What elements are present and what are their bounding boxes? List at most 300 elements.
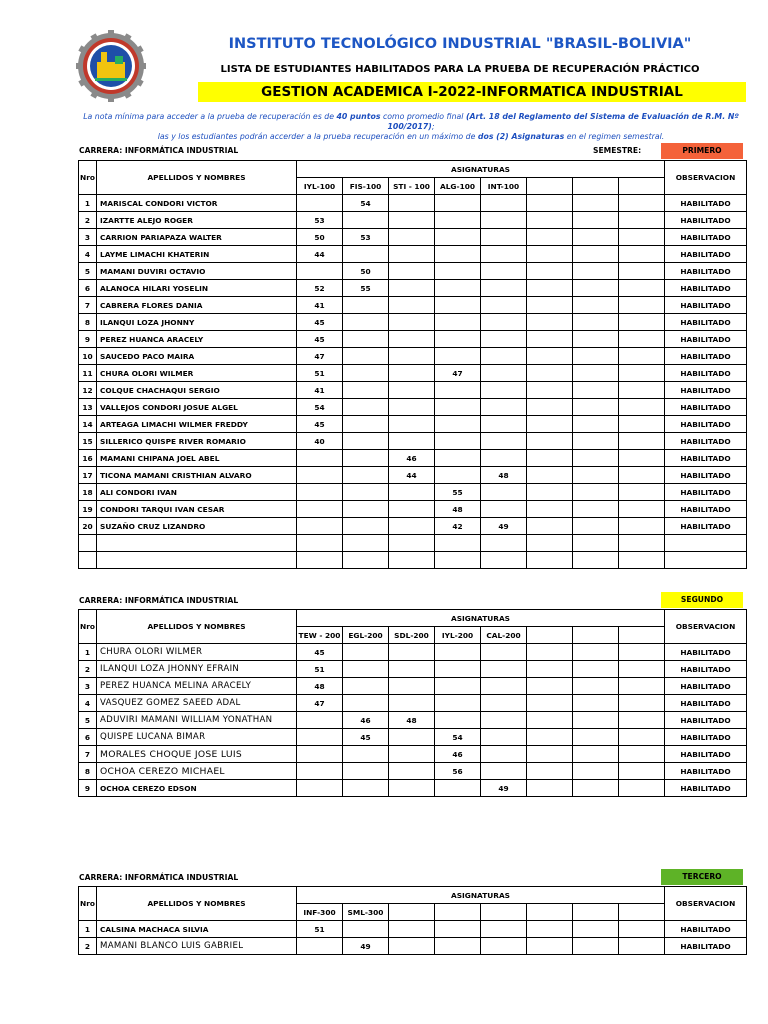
grade-cell <box>435 661 481 678</box>
grade-cell <box>343 314 389 331</box>
subjects-header: ASIGNATURAS <box>297 887 665 904</box>
grade-cell <box>619 297 665 314</box>
grade-cell <box>527 263 573 280</box>
grade-cell <box>389 661 435 678</box>
grade-cell <box>481 921 527 938</box>
grade-cell <box>435 416 481 433</box>
grade-cell <box>297 518 343 535</box>
grade-cell <box>435 780 481 797</box>
empty-cell <box>97 535 297 552</box>
subject-code-header: INF-300 <box>297 904 343 921</box>
grade-cell <box>389 365 435 382</box>
grade-cell <box>481 644 527 661</box>
grade-cell <box>481 763 527 780</box>
grade-cell <box>527 314 573 331</box>
student-name: ALANOCA HILARI YOSELIN <box>97 280 297 297</box>
grade-cell <box>573 763 619 780</box>
grade-cell <box>389 195 435 212</box>
row-number: 15 <box>79 433 97 450</box>
grade-cell <box>619 695 665 712</box>
grade-cell <box>297 938 343 955</box>
grade-cell <box>297 501 343 518</box>
grade-cell <box>343 433 389 450</box>
grade-cell <box>527 365 573 382</box>
grade-cell <box>343 467 389 484</box>
grade-cell <box>481 314 527 331</box>
nro-header: Nro <box>79 887 97 921</box>
student-name: PEREZ HUANCA ARACELY <box>97 331 297 348</box>
student-name: SUZAÑO CRUZ LIZANDRO <box>97 518 297 535</box>
status-cell: HABILITADO <box>665 433 747 450</box>
row-number: 7 <box>79 746 97 763</box>
grade-cell <box>389 644 435 661</box>
grade-cell <box>343 331 389 348</box>
grade-cell <box>343 644 389 661</box>
grade-cell <box>389 501 435 518</box>
student-name: OCHOA CEREZO MICHAEL <box>97 763 297 780</box>
students-table-segundo <box>78 609 747 797</box>
empty-cell <box>665 552 747 569</box>
row-number: 5 <box>79 712 97 729</box>
grade-cell <box>481 382 527 399</box>
semester-badge-primero: PRIMERO <box>661 143 743 159</box>
grade-cell <box>573 331 619 348</box>
grade-cell <box>481 450 527 467</box>
row-number: 1 <box>79 195 97 212</box>
student-name: ADUVIRI MAMANI WILLIAM YONATHAN <box>97 712 297 729</box>
student-name: TICONA MAMANI CRISTHIAN ALVARO <box>97 467 297 484</box>
grade-cell <box>435 938 481 955</box>
grade-cell: 55 <box>435 484 481 501</box>
row-number: 10 <box>79 348 97 365</box>
student-name: IZARTTE ALEJO ROGER <box>97 212 297 229</box>
subject-code-header: ALG-100 <box>435 178 481 195</box>
grade-cell: 53 <box>297 212 343 229</box>
grade-cell <box>389 280 435 297</box>
empty-cell <box>573 552 619 569</box>
note-min-score: 40 puntos <box>336 112 381 121</box>
grade-cell <box>573 678 619 695</box>
grade-cell <box>573 518 619 535</box>
grade-cell <box>297 263 343 280</box>
observation-header: OBSERVACION <box>665 161 747 195</box>
grade-cell <box>573 365 619 382</box>
grade-cell <box>481 399 527 416</box>
subject-code-header <box>481 904 527 921</box>
table-row <box>79 518 747 535</box>
status-cell: HABILITADO <box>665 678 747 695</box>
students-table-primero <box>78 160 747 569</box>
grade-cell <box>435 399 481 416</box>
grade-cell <box>573 433 619 450</box>
grade-cell <box>343 212 389 229</box>
grade-cell <box>343 416 389 433</box>
table-row <box>79 314 747 331</box>
grade-cell: 45 <box>297 644 343 661</box>
grade-cell <box>481 416 527 433</box>
grade-cell <box>389 938 435 955</box>
subject-code-header: IYL-100 <box>297 178 343 195</box>
grade-cell <box>435 433 481 450</box>
grade-cell: 48 <box>297 678 343 695</box>
table-row <box>79 365 747 382</box>
grade-cell <box>343 921 389 938</box>
grade-cell: 54 <box>343 195 389 212</box>
grade-cell <box>619 780 665 797</box>
student-name: CHURA OLORI WILMER <box>97 365 297 382</box>
grade-cell <box>573 263 619 280</box>
grade-cell <box>481 746 527 763</box>
carrera-label: CARRERA: INFORMÁTICA INDUSTRIAL <box>79 596 239 605</box>
row-number: 13 <box>79 399 97 416</box>
grade-cell <box>435 921 481 938</box>
grade-cell <box>343 518 389 535</box>
grade-cell <box>343 399 389 416</box>
table-row <box>79 763 747 780</box>
grade-cell <box>619 348 665 365</box>
grade-cell <box>619 501 665 518</box>
empty-cell <box>435 535 481 552</box>
grade-cell: 45 <box>297 314 343 331</box>
grade-cell: 53 <box>343 229 389 246</box>
grade-cell <box>389 382 435 399</box>
grade-cell <box>389 518 435 535</box>
subject-code-header: SDL-200 <box>389 627 435 644</box>
row-number: 8 <box>79 314 97 331</box>
grade-cell <box>435 644 481 661</box>
grade-cell <box>527 712 573 729</box>
empty-cell <box>389 552 435 569</box>
status-cell: HABILITADO <box>665 212 747 229</box>
note-text: ; <box>431 122 435 131</box>
grade-cell <box>619 433 665 450</box>
names-header: APELLIDOS Y NOMBRES <box>97 610 297 644</box>
empty-cell <box>389 535 435 552</box>
grade-cell <box>389 229 435 246</box>
empty-cell <box>435 552 481 569</box>
grade-cell <box>527 678 573 695</box>
table-row <box>79 280 747 297</box>
status-cell: HABILITADO <box>665 746 747 763</box>
grade-cell <box>619 467 665 484</box>
row-number: 12 <box>79 382 97 399</box>
grade-cell <box>573 314 619 331</box>
row-number: 18 <box>79 484 97 501</box>
row-number: 17 <box>79 467 97 484</box>
empty-cell <box>481 535 527 552</box>
grade-cell <box>619 921 665 938</box>
table-row <box>79 246 747 263</box>
status-cell: HABILITADO <box>665 229 747 246</box>
table-row <box>79 678 747 695</box>
grade-cell <box>481 280 527 297</box>
observation-header: OBSERVACION <box>665 610 747 644</box>
grade-cell <box>619 280 665 297</box>
status-cell: HABILITADO <box>665 729 747 746</box>
table-row <box>79 331 747 348</box>
grade-cell <box>481 661 527 678</box>
grade-cell <box>619 644 665 661</box>
grade-cell <box>527 644 573 661</box>
row-number: 2 <box>79 938 97 955</box>
grade-cell <box>527 331 573 348</box>
grade-cell <box>435 331 481 348</box>
subject-code-header <box>527 904 573 921</box>
grade-cell: 47 <box>297 695 343 712</box>
row-number: 7 <box>79 297 97 314</box>
grade-cell <box>573 399 619 416</box>
student-name: SAUCEDO PACO MAIRA <box>97 348 297 365</box>
grade-cell <box>527 746 573 763</box>
table-row <box>79 348 747 365</box>
grade-cell <box>389 433 435 450</box>
table-row <box>79 433 747 450</box>
table-row <box>79 695 747 712</box>
empty-cell <box>619 535 665 552</box>
nro-header: Nro <box>79 610 97 644</box>
student-name: MAMANI CHIPANA JOEL ABEL <box>97 450 297 467</box>
grade-cell: 46 <box>343 712 389 729</box>
grade-cell <box>481 938 527 955</box>
grade-cell <box>297 729 343 746</box>
grade-cell: 49 <box>481 780 527 797</box>
grade-cell <box>573 195 619 212</box>
table-row <box>79 195 747 212</box>
subjects-header: ASIGNATURAS <box>297 161 665 178</box>
grade-cell: 44 <box>297 246 343 263</box>
grade-cell <box>527 661 573 678</box>
student-name: VALLEJOS CONDORI JOSUE ALGEL <box>97 399 297 416</box>
table-row <box>79 450 747 467</box>
grade-cell <box>619 399 665 416</box>
grade-cell <box>481 246 527 263</box>
grade-cell <box>343 746 389 763</box>
subject-code-header <box>619 178 665 195</box>
grade-cell <box>619 518 665 535</box>
grade-cell <box>481 484 527 501</box>
table-row <box>79 263 747 280</box>
student-name: MARISCAL CONDORI VICTOR <box>97 195 297 212</box>
empty-cell <box>343 552 389 569</box>
empty-row <box>79 552 747 569</box>
names-header: APELLIDOS Y NOMBRES <box>97 887 297 921</box>
grade-cell <box>573 450 619 467</box>
grade-cell <box>573 246 619 263</box>
subject-code-header: IYL-200 <box>435 627 481 644</box>
grade-cell <box>389 348 435 365</box>
empty-cell <box>527 552 573 569</box>
institute-logo <box>76 28 146 104</box>
grade-cell <box>573 712 619 729</box>
subject-code-header: FIS-100 <box>343 178 389 195</box>
grade-cell <box>527 348 573 365</box>
student-name: ILANQUI LOZA JHONNY EFRAIN <box>97 661 297 678</box>
grade-cell <box>619 763 665 780</box>
grade-cell <box>573 661 619 678</box>
row-number: 6 <box>79 729 97 746</box>
row-number: 4 <box>79 695 97 712</box>
grade-cell <box>297 484 343 501</box>
student-name: MAMANI DUVIRI OCTAVIO <box>97 263 297 280</box>
grade-cell <box>435 195 481 212</box>
table-row <box>79 484 747 501</box>
row-number: 4 <box>79 246 97 263</box>
grade-cell <box>343 484 389 501</box>
table-row <box>79 712 747 729</box>
grade-cell <box>297 450 343 467</box>
row-number: 19 <box>79 501 97 518</box>
grade-cell <box>389 246 435 263</box>
grade-cell: 50 <box>297 229 343 246</box>
grade-cell <box>573 780 619 797</box>
grade-cell <box>343 695 389 712</box>
grade-cell <box>527 280 573 297</box>
empty-cell <box>619 552 665 569</box>
status-cell: HABILITADO <box>665 921 747 938</box>
grade-cell: 52 <box>297 280 343 297</box>
grade-cell <box>619 450 665 467</box>
grade-cell: 45 <box>297 331 343 348</box>
grade-cell <box>573 416 619 433</box>
grade-cell <box>481 365 527 382</box>
student-name: MAMANI BLANCO LUIS GABRIEL <box>97 938 297 955</box>
table-row <box>79 729 747 746</box>
grade-cell <box>297 763 343 780</box>
grade-cell <box>481 229 527 246</box>
grade-cell <box>573 938 619 955</box>
row-number: 1 <box>79 921 97 938</box>
grade-cell <box>389 331 435 348</box>
grade-cell: 55 <box>343 280 389 297</box>
student-name: ARTEAGA LIMACHI WILMER FREDDY <box>97 416 297 433</box>
student-name: CABRERA FLORES DANIA <box>97 297 297 314</box>
grade-cell <box>527 467 573 484</box>
grade-cell: 46 <box>389 450 435 467</box>
grade-cell <box>619 938 665 955</box>
grade-cell <box>481 433 527 450</box>
students-table-tercero <box>78 886 747 955</box>
empty-cell <box>527 535 573 552</box>
grade-cell <box>573 348 619 365</box>
grade-cell <box>343 348 389 365</box>
status-cell: HABILITADO <box>665 314 747 331</box>
grade-cell <box>481 501 527 518</box>
student-name: SILLERICO QUISPE RIVER ROMARIO <box>97 433 297 450</box>
grade-cell <box>389 746 435 763</box>
names-header: APELLIDOS Y NOMBRES <box>97 161 297 195</box>
grade-cell <box>619 229 665 246</box>
grade-cell <box>389 212 435 229</box>
student-name: OCHOA CEREZO EDSON <box>97 780 297 797</box>
grade-cell <box>389 263 435 280</box>
grade-cell <box>573 467 619 484</box>
grade-cell <box>343 661 389 678</box>
status-cell: HABILITADO <box>665 450 747 467</box>
status-cell: HABILITADO <box>665 763 747 780</box>
status-cell: HABILITADO <box>665 644 747 661</box>
grade-cell <box>619 661 665 678</box>
grade-cell <box>389 484 435 501</box>
empty-row <box>79 535 747 552</box>
grade-cell <box>573 484 619 501</box>
row-number: 16 <box>79 450 97 467</box>
grade-cell <box>435 297 481 314</box>
status-cell: HABILITADO <box>665 399 747 416</box>
student-name: QUISPE LUCANA BIMAR <box>97 729 297 746</box>
status-cell: HABILITADO <box>665 467 747 484</box>
subject-code-header: CAL-200 <box>481 627 527 644</box>
grade-cell <box>527 921 573 938</box>
grade-cell <box>619 246 665 263</box>
grade-cell <box>389 314 435 331</box>
status-cell: HABILITADO <box>665 246 747 263</box>
grade-cell <box>619 365 665 382</box>
grade-cell: 48 <box>481 467 527 484</box>
grade-cell <box>389 729 435 746</box>
note-text: como promedio final <box>380 112 466 121</box>
grade-cell <box>527 416 573 433</box>
grade-cell <box>573 280 619 297</box>
grade-cell <box>527 501 573 518</box>
status-cell: HABILITADO <box>665 263 747 280</box>
grade-cell <box>573 382 619 399</box>
grade-cell <box>619 212 665 229</box>
grade-cell <box>343 501 389 518</box>
grade-cell <box>527 695 573 712</box>
note-text: las y los estudiantes podrán accerder a la prueba recuperación en un máximo de <box>157 132 478 141</box>
grade-cell <box>481 212 527 229</box>
student-name: CARRION PARIAPAZA WALTER <box>97 229 297 246</box>
grade-cell <box>573 921 619 938</box>
subject-code-header: INT-100 <box>481 178 527 195</box>
subject-code-header <box>619 904 665 921</box>
subjects-header: ASIGNATURAS <box>297 610 665 627</box>
empty-cell <box>481 552 527 569</box>
empty-cell <box>79 552 97 569</box>
grade-cell <box>619 678 665 695</box>
grade-cell: 46 <box>435 746 481 763</box>
grade-cell <box>527 518 573 535</box>
row-number: 3 <box>79 229 97 246</box>
table-row <box>79 212 747 229</box>
semester-badge-tercero: TERCERO <box>661 869 743 885</box>
subject-code-header <box>619 627 665 644</box>
empty-cell <box>79 535 97 552</box>
subject-code-header: TEW - 200 <box>297 627 343 644</box>
grade-cell <box>435 314 481 331</box>
subject-code-header <box>527 178 573 195</box>
grade-cell <box>573 695 619 712</box>
subject-code-header <box>527 627 573 644</box>
grade-cell: 41 <box>297 382 343 399</box>
status-cell: HABILITADO <box>665 518 747 535</box>
grade-cell <box>527 450 573 467</box>
student-name: CHURA OLORI WILMER <box>97 644 297 661</box>
grade-cell <box>619 746 665 763</box>
grade-cell <box>481 348 527 365</box>
student-name: ILANQUI LOZA JHONNY <box>97 314 297 331</box>
student-name: MORALES CHOQUE JOSE LUIS <box>97 746 297 763</box>
grade-cell <box>619 416 665 433</box>
note-max-subjects: dos (2) Asignaturas <box>477 132 565 141</box>
grade-cell: 51 <box>297 921 343 938</box>
grade-cell <box>435 263 481 280</box>
grade-cell <box>343 365 389 382</box>
grade-cell <box>527 484 573 501</box>
carrera-label: CARRERA: INFORMÁTICA INDUSTRIAL <box>79 873 239 882</box>
table-row <box>79 467 747 484</box>
grade-cell <box>389 678 435 695</box>
